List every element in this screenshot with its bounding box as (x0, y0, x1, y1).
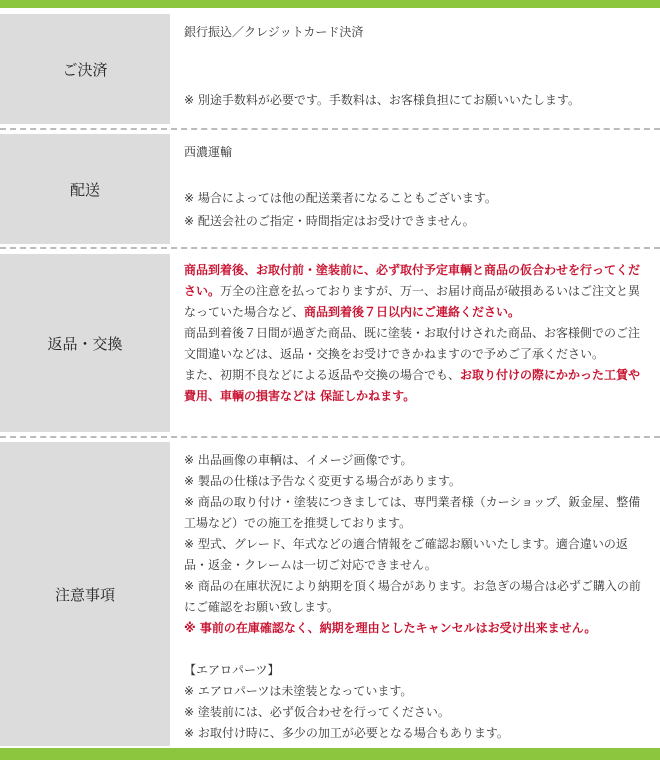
shipping-note-1: ※ 場合によっては他の配送業者になることもございます。 (184, 191, 497, 205)
notes-item: ※ 製品の仕様は予告なく変更する場合があります。 (184, 474, 461, 488)
divider (0, 128, 660, 130)
payment-section (0, 14, 660, 124)
divider (0, 247, 660, 249)
notes-item: ※ 型式、グレード、年式などの適合情報をご確認お願いいたします。適合違いの返品・返金・クレームは一切ご対応できません。 (184, 537, 628, 572)
bottom-accent-bar (0, 748, 660, 760)
returns-text: 万全の注意を払っておりますが、万一、お届け商品が破損あるいはご注文と異なっていた場合など、 (184, 284, 641, 319)
payment-label: ご決済 (0, 14, 170, 124)
notes-label: 注意事項 (0, 442, 170, 746)
returns-paragraph-1 (184, 260, 648, 323)
shipping-label: 配送 (0, 134, 170, 244)
notes-content (184, 450, 648, 744)
aero-item: ※ エアロパーツは未塗装となっています。 (184, 684, 413, 698)
returns-text: また、初期不良などによる返品や交換の場合でも、 (184, 368, 461, 382)
aero-heading: 【エアロパーツ】 (184, 663, 280, 677)
notes-section (0, 442, 660, 746)
shipping-note-2: ※ 配送会社のご指定・時間指定はお受けできません。 (184, 214, 475, 228)
notes-item: ※ 商品の在庫状況により納期を頂く場合があります。お急ぎの場合は必ずご購入の前にご確認をお願い致します。 (184, 579, 641, 614)
shipping-section (0, 134, 660, 244)
returns-contact-deadline: 商品到着後７日以内にご連絡ください。 (304, 305, 521, 319)
notes-item: ※ 出品画像の車輌は、イメージ画像です。 (184, 453, 413, 467)
top-accent-bar (0, 0, 660, 8)
returns-disclaimer: お取り付けの際にかかった工賃や費用、車輌の損害などは 保証しかねます。 (184, 368, 641, 403)
aero-item: ※ 塗装前には、必ず仮合わせを行ってください。 (184, 705, 450, 719)
returns-paragraph-3 (184, 365, 648, 407)
spacer (184, 639, 648, 660)
returns-warning: 商品到着後、お取付前・塗装前に、必ず取付予定車輌と商品の仮合わせを行ってください。 (184, 263, 641, 298)
shipping-carrier: 西濃運輸 (184, 145, 233, 159)
returns-section (0, 254, 660, 432)
aero-item: ※ お取付け時に、多少の加工が必要となる場合もあります。 (184, 726, 509, 740)
notes-item: ※ 商品の取り付け・塗装につきましては、専門業者様（カーショップ、鈑金屋、整備工場など）での施工を推奨しております。 (184, 495, 641, 530)
divider (0, 436, 660, 438)
returns-content (184, 260, 648, 407)
returns-label: 返品・交換 (0, 254, 170, 432)
payment-method: 銀行振込／クレジットカード決済 (184, 25, 364, 39)
returns-paragraph-2: 商品到着後７日間が過ぎた商品、既に塗装・お取付けされた商品、お客様側でのご注文間違いなどは、返品・交換をお受けできかねますので予めご了承ください。 (184, 326, 641, 361)
notes-cancel-warning: ※ 事前の在庫確認なく、納期を理由としたキャンセルはお受け出来ません。 (184, 621, 597, 635)
payment-note: ※ 別途手数料が必要です。手数料は、お客様負担にてお願いいたします。 (184, 93, 580, 107)
